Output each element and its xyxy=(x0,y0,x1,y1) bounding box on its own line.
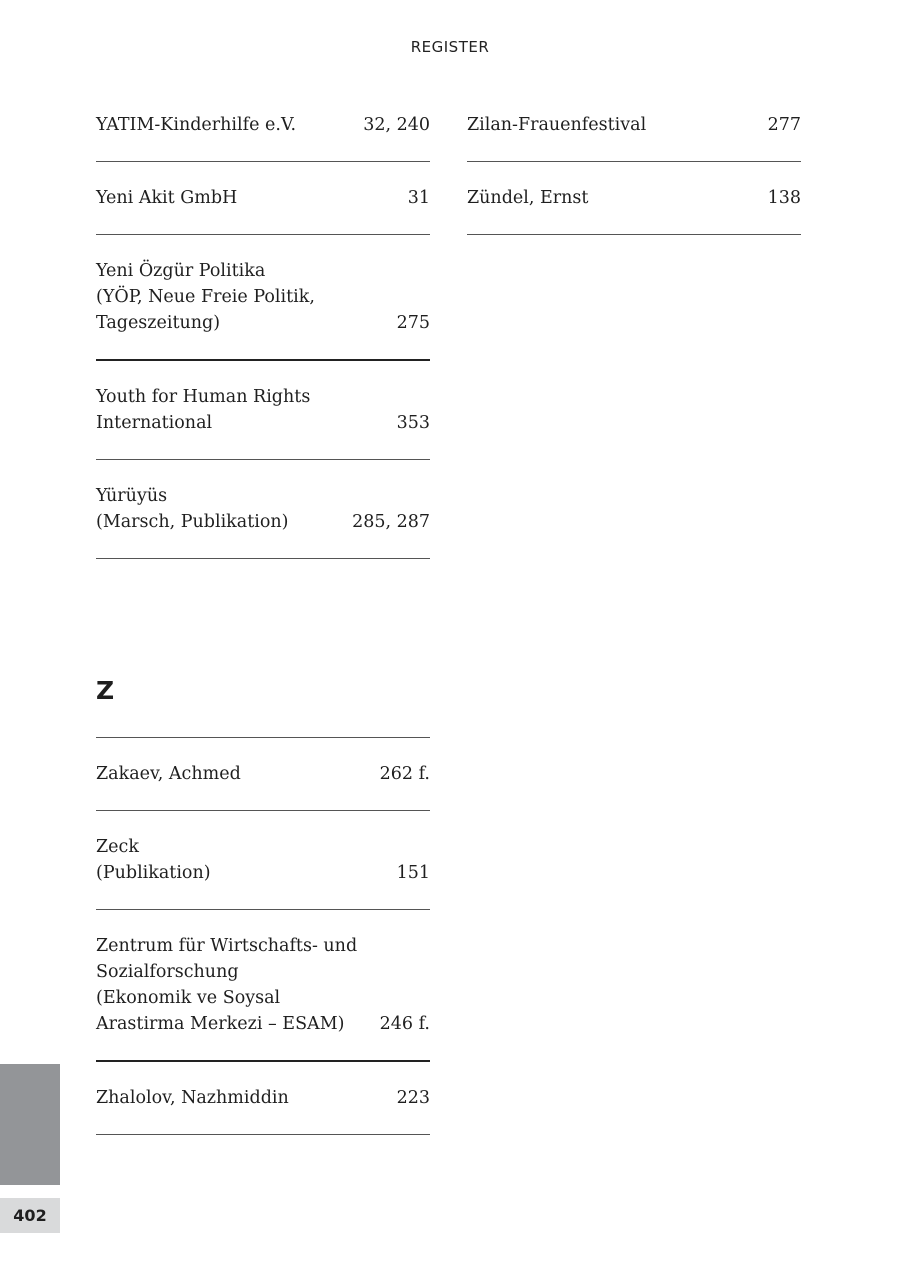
index-entry xyxy=(96,89,430,162)
entry-name-line: Yeni Özgür Politika xyxy=(96,261,266,281)
entry-name-line: Yürüyüs xyxy=(96,486,168,506)
entry-name: YATIM-Kinderhilfe e.V. xyxy=(96,115,297,135)
thumb-index-tab xyxy=(0,1064,60,1185)
entry-name: Zhalolov, Nazhmiddin xyxy=(96,1088,289,1108)
entry-name-line: (YÖP, Neue Freie Politik, xyxy=(96,287,315,307)
entry-pages: 223 xyxy=(396,1088,430,1108)
entry-pages: 32, 240 xyxy=(363,115,430,135)
index-entry xyxy=(467,89,801,162)
index-entry xyxy=(96,235,430,361)
page-number: 402 xyxy=(0,1198,60,1233)
running-header: REGISTER xyxy=(410,38,490,56)
entry-pages: 151 xyxy=(396,863,430,883)
entry-name-line: Arastirma Merkezi – ESAM) xyxy=(96,1014,345,1034)
entry-name: Yeni Akit GmbH xyxy=(96,188,238,208)
index-entry xyxy=(96,811,430,910)
entry-name xyxy=(96,834,387,886)
index-column-right xyxy=(467,89,801,235)
entry-name xyxy=(96,483,342,535)
entry-pages: 138 xyxy=(767,188,801,208)
entry-name-line: (Ekonomik ve Soysal xyxy=(96,988,281,1008)
entry-name-line: Tageszeitung) xyxy=(96,313,221,333)
entry-name: Zilan-Frauenfestival xyxy=(467,115,647,135)
entry-name xyxy=(96,258,387,336)
entry-name-line: Zeck xyxy=(96,837,139,857)
index-entry xyxy=(96,737,430,811)
entry-pages: 31 xyxy=(407,188,430,208)
entry-pages: 285, 287 xyxy=(352,512,430,532)
entry-name-line: International xyxy=(96,413,213,433)
index-entry xyxy=(96,910,430,1062)
entry-name xyxy=(96,933,370,1037)
entry-name-line: (Publikation) xyxy=(96,863,211,883)
index-entry xyxy=(467,162,801,235)
index-entry xyxy=(96,460,430,559)
entry-name-line: Zentrum für Wirtschafts- und xyxy=(96,936,358,956)
section-letter: Z xyxy=(96,676,115,705)
entry-name: Zündel, Ernst xyxy=(467,188,589,208)
entry-name-line: (Marsch, Publikation) xyxy=(96,512,289,532)
entry-name-line: Youth for Human Rights xyxy=(96,387,311,407)
index-entry xyxy=(96,162,430,235)
entry-pages: 275 xyxy=(396,313,430,333)
entry-pages: 353 xyxy=(396,413,430,433)
index-entry xyxy=(96,1062,430,1135)
entry-pages: 277 xyxy=(767,115,801,135)
entry-name-line: Sozialforschung xyxy=(96,962,239,982)
index-column-left-z xyxy=(96,737,430,1135)
entry-name xyxy=(96,384,387,436)
entry-name: Zakaev, Achmed xyxy=(96,764,241,784)
index-column-left-y xyxy=(96,89,430,559)
entry-pages: 262 f. xyxy=(379,764,430,784)
index-entry xyxy=(96,361,430,460)
entry-pages: 246 f. xyxy=(379,1014,430,1034)
